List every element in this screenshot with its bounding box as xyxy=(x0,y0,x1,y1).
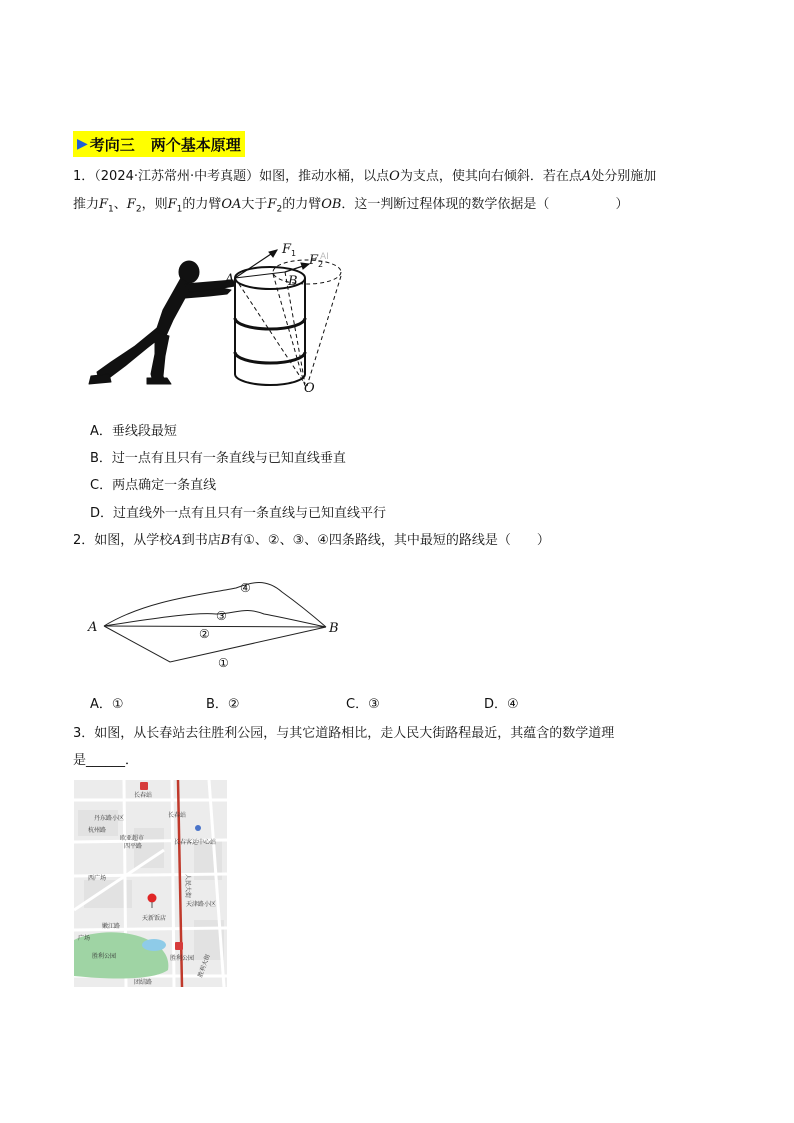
map-label-hangzhou: 杭州路 xyxy=(88,827,107,834)
map-label-xiguang: 西广场 xyxy=(88,875,107,882)
q1-text: 的力臂 xyxy=(182,197,222,212)
label-f1: F xyxy=(282,242,292,257)
q1-text: 的力臂 xyxy=(282,197,322,212)
q2-label-r3: ③ xyxy=(216,609,227,623)
ai-stamp: AI xyxy=(320,252,329,262)
q2-line xyxy=(73,532,550,550)
q1-option-d[interactable]: D．过直线外一点有且只有一条直线与已知直线平行 xyxy=(90,506,387,521)
map-label-station: 长春站 xyxy=(168,812,187,819)
section-subtitle: 两个基本原理 xyxy=(150,135,241,154)
q1-f1b-sub: 1 xyxy=(176,204,183,215)
q1-line1 xyxy=(73,168,656,186)
q1-number: 1． xyxy=(73,169,95,184)
q1-f1-sub: 1 xyxy=(108,204,114,215)
q1-text: ．这一判断过程体现的数学依据是（ xyxy=(341,197,550,212)
q1-text: （2024·江苏常州·中考真题）如图，推动水桶，以点 xyxy=(94,169,390,184)
q1-f2b: F xyxy=(267,197,277,212)
q2-label-r2: ② xyxy=(199,627,210,641)
q2-option-b[interactable]: B．② xyxy=(206,697,240,712)
q1-option-c[interactable]: C．两点确定一条直线 xyxy=(90,478,217,493)
q2-option-d[interactable]: D．④ xyxy=(484,697,519,712)
q3-line2: 是______． xyxy=(73,753,139,768)
map-label-danlu: 丹东路小区 xyxy=(94,815,125,822)
q2-text: 到书店 xyxy=(181,533,221,548)
q1-f2: F xyxy=(126,197,136,212)
q1-text: 推力 xyxy=(73,197,100,212)
section-title: 考向三 xyxy=(89,135,135,154)
map-label-guang: 广场 xyxy=(78,935,91,942)
q3-map xyxy=(74,780,227,987)
label-f2-sub: 2 xyxy=(318,260,324,269)
map-label-station-top: 长春站 xyxy=(134,792,153,799)
map-label-shengli-ave: 胜利大街 xyxy=(196,953,212,979)
q1-text: ，则 xyxy=(141,197,168,212)
q2-label-a: A xyxy=(88,620,98,635)
map-label-siping: 四平路 xyxy=(124,843,143,850)
map-label-center: 长春客运中心站 xyxy=(174,839,217,846)
q1-sep: 、 xyxy=(113,197,127,212)
map-label-park: 胜利公园 xyxy=(170,955,195,962)
map-label-tianjin: 天津路小区 xyxy=(186,901,217,908)
triangle-marker-icon: ▶ xyxy=(77,136,88,152)
q1-point-a: A xyxy=(581,169,592,184)
person-silhouette xyxy=(89,261,235,384)
q1-option-a[interactable]: A．垂线段最短 xyxy=(90,424,177,439)
route-1 xyxy=(104,626,326,662)
q1-f2b-sub: 2 xyxy=(276,204,283,215)
q2-label-b: B xyxy=(329,621,339,636)
q2-label-r4: ④ xyxy=(240,581,251,595)
q1-f1b: F xyxy=(167,197,177,212)
map-label-hotel: 天新饭店 xyxy=(142,915,167,922)
section-heading xyxy=(73,131,245,157)
q2-figure xyxy=(86,574,346,674)
barrel xyxy=(235,250,341,386)
q1-line2 xyxy=(73,196,628,219)
q3-text: 如图，从长春站去往胜利公园，与其它道路相比，走人民大街路程最近，其蕴含的数学道理 xyxy=(94,726,615,741)
q3-number: 3． xyxy=(73,726,95,741)
q3-line1 xyxy=(73,725,614,743)
q1-oa: OA xyxy=(221,197,242,212)
map-label-renmin: 人民大街 xyxy=(184,874,191,899)
q2-number: 2． xyxy=(73,533,95,548)
q2-point-b: B xyxy=(220,533,231,548)
q2-label-r1: ① xyxy=(218,656,229,670)
q1-option-b[interactable]: B．过一点有且只有一条直线与已知直线垂直 xyxy=(90,451,346,466)
q1-text: 大于 xyxy=(241,197,268,212)
q1-text: 为支点，使其向右倾斜．若在点 xyxy=(399,169,582,184)
q1-point-o: O xyxy=(389,169,400,184)
label-f2: F xyxy=(309,253,319,268)
q2-text: 有①、②、③、④四条路线，其中最短的路线是（ xyxy=(230,533,511,548)
route-2 xyxy=(104,626,326,627)
q2-point-a: A xyxy=(172,533,182,548)
q2-option-a[interactable]: A．① xyxy=(90,697,124,712)
map-label-ouya: 欧亚超市 xyxy=(120,835,145,842)
map-label-park-big: 胜利公园 xyxy=(92,953,117,960)
q1-text: 处分别施加 xyxy=(591,169,657,184)
map-label-nenjiang: 嫩江路 xyxy=(102,923,121,930)
label-b: B xyxy=(288,274,298,289)
label-f1-sub: 1 xyxy=(291,249,297,258)
q1-figure xyxy=(85,236,355,398)
q1-ob: OB xyxy=(321,197,342,212)
q2-option-c[interactable]: C．③ xyxy=(346,697,380,712)
q1-f2-sub: 2 xyxy=(135,204,142,215)
q2-paren: ） xyxy=(536,533,550,548)
map-label-tuanjie: 团结路 xyxy=(134,979,153,986)
q1-paren: ） xyxy=(615,197,629,212)
q2-text: 如图，从学校 xyxy=(94,533,173,548)
label-o: O xyxy=(304,381,315,396)
q1-f1: F xyxy=(99,197,109,212)
route-3 xyxy=(104,610,326,627)
label-a: A xyxy=(225,272,235,287)
